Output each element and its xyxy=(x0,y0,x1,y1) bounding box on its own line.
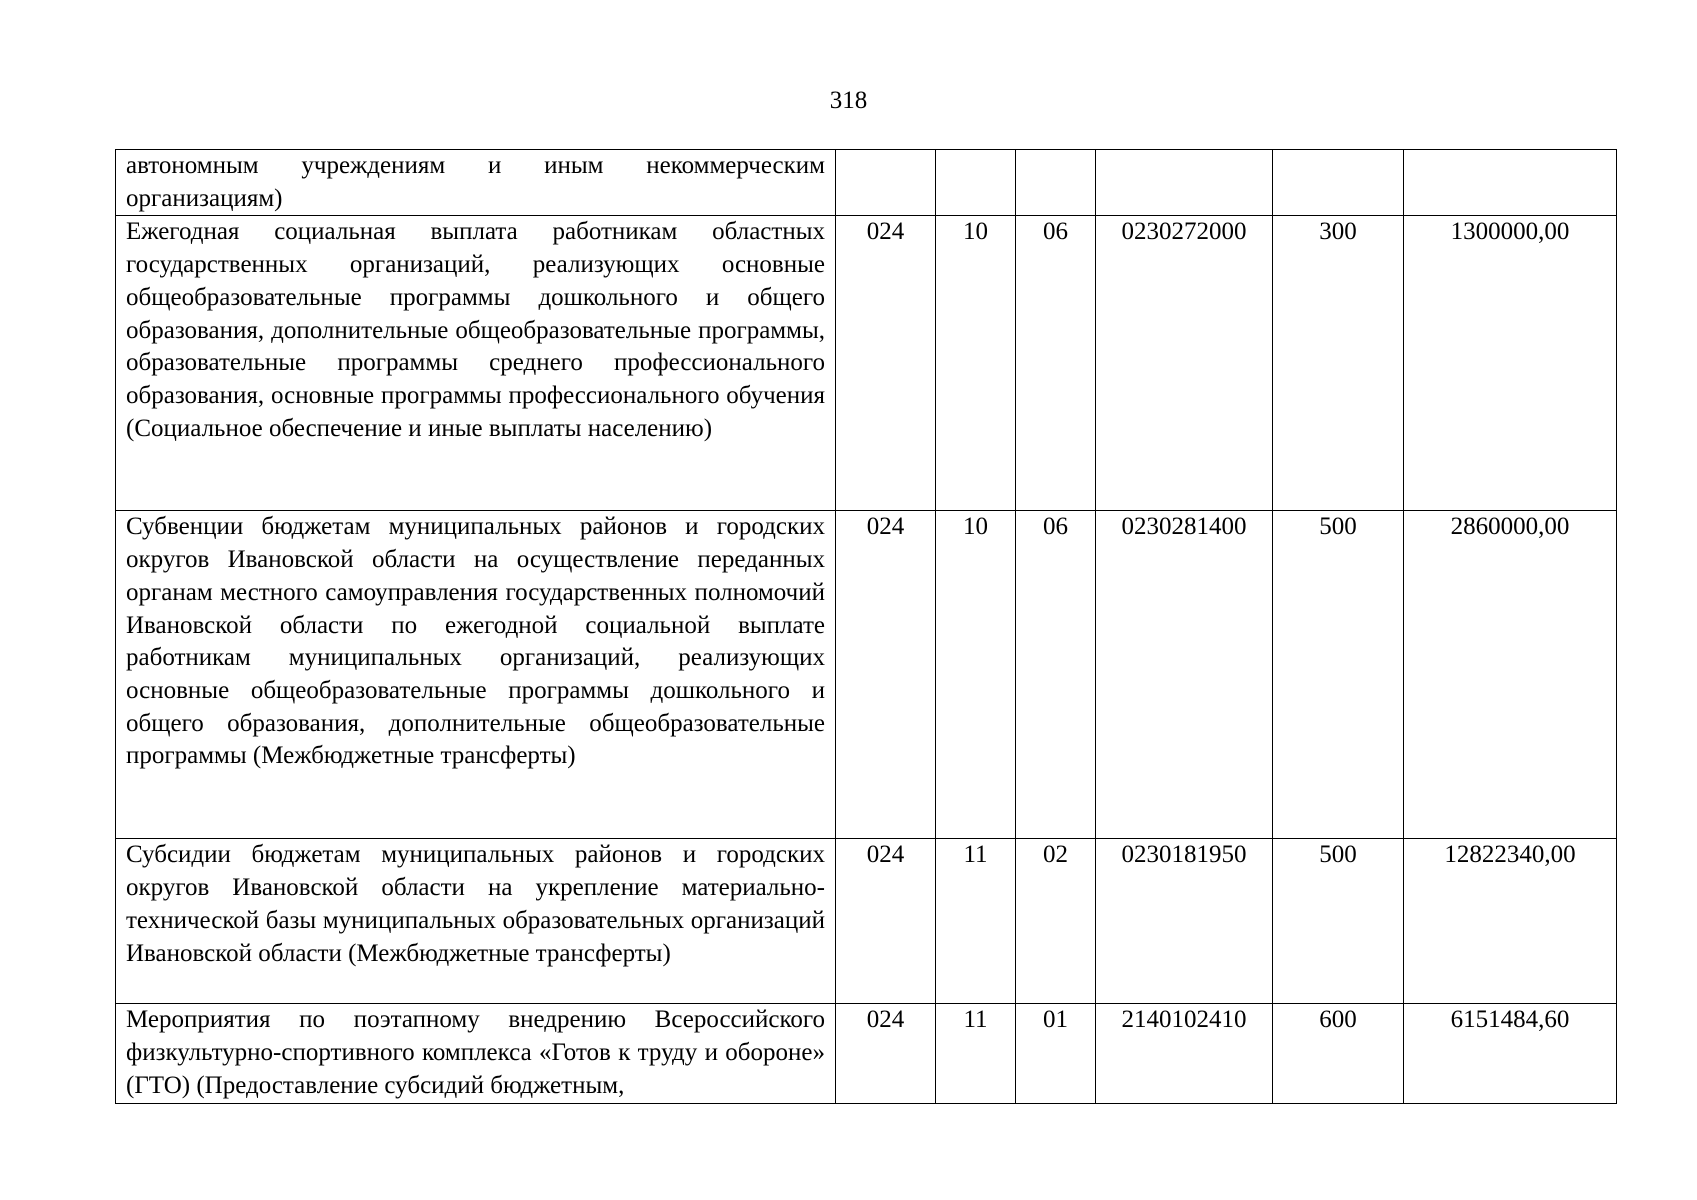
ministry-code: 024 xyxy=(836,216,936,511)
ministry-code: 024 xyxy=(836,511,936,839)
target-article-code: 2140102410 xyxy=(1096,1004,1273,1103)
subsection-code xyxy=(1016,150,1096,216)
target-article-code: 0230272000 xyxy=(1096,216,1273,511)
amount-value: 12822340,00 xyxy=(1404,839,1617,1004)
table-row xyxy=(116,216,1617,511)
expense-description: Ежегодная социальная выплата работникам областных государственных организаций, реализующих основные общеобразовательные программы дошкольного и общего образования, дополнительные общеобразовательные программы, образовательные программы среднего профессионального образования, основные программы профессионального обучения (Социальное обеспечение и иные выплаты населению) xyxy=(116,216,836,511)
page-number: 318 xyxy=(829,87,868,114)
amount-value xyxy=(1404,150,1617,216)
target-article-code: 0230181950 xyxy=(1096,839,1273,1004)
expense-type-code: 500 xyxy=(1273,511,1404,839)
section-code: 10 xyxy=(936,511,1016,839)
subsection-code: 06 xyxy=(1016,216,1096,511)
table-row xyxy=(116,511,1617,839)
table-row xyxy=(116,839,1617,1004)
expense-description: автономным учреждениям и иным некоммерческим организациям) xyxy=(116,150,836,216)
expense-description: Мероприятия по поэтапному внедрению Всероссийского физкультурно-спортивного комплекса «Готов к труду и обороне» (ГТО) (Предоставление субсидий бюджетным, xyxy=(116,1004,836,1103)
amount-value: 6151484,60 xyxy=(1404,1004,1617,1103)
section-code: 10 xyxy=(936,216,1016,511)
expense-type-code xyxy=(1273,150,1404,216)
expense-type-code: 500 xyxy=(1273,839,1404,1004)
section-code: 11 xyxy=(936,839,1016,1004)
target-article-code: 0230281400 xyxy=(1096,511,1273,839)
subsection-code: 06 xyxy=(1016,511,1096,839)
amount-value: 1300000,00 xyxy=(1404,216,1617,511)
table-row xyxy=(116,1004,1617,1103)
budget-table xyxy=(115,149,1617,1104)
target-article-code xyxy=(1096,150,1273,216)
expense-type-code: 300 xyxy=(1273,216,1404,511)
ministry-code: 024 xyxy=(836,1004,936,1103)
expense-description: Субвенции бюджетам муниципальных районов и городских округов Ивановской области на осуществление переданных органам местного самоуправления государственных полномочий Ивановской области по ежегодной социальной выплате работникам муниципальных организаций, реализующих основные общеобразовательные программы дошкольного и общего образования, дополнительные общеобразовательные программы (Межбюджетные трансферты) xyxy=(116,511,836,839)
ministry-code: 024 xyxy=(836,839,936,1004)
ministry-code xyxy=(836,150,936,216)
section-code: 11 xyxy=(936,1004,1016,1103)
amount-value: 2860000,00 xyxy=(1404,511,1617,839)
expense-type-code: 600 xyxy=(1273,1004,1404,1103)
expense-description: Субсидии бюджетам муниципальных районов и городских округов Ивановской области на укрепление материально-технической базы муниципальных образовательных организаций Ивановской области (Межбюджетные трансферты) xyxy=(116,839,836,1004)
subsection-code: 01 xyxy=(1016,1004,1096,1103)
section-code xyxy=(936,150,1016,216)
subsection-code: 02 xyxy=(1016,839,1096,1004)
table-row xyxy=(116,150,1617,216)
